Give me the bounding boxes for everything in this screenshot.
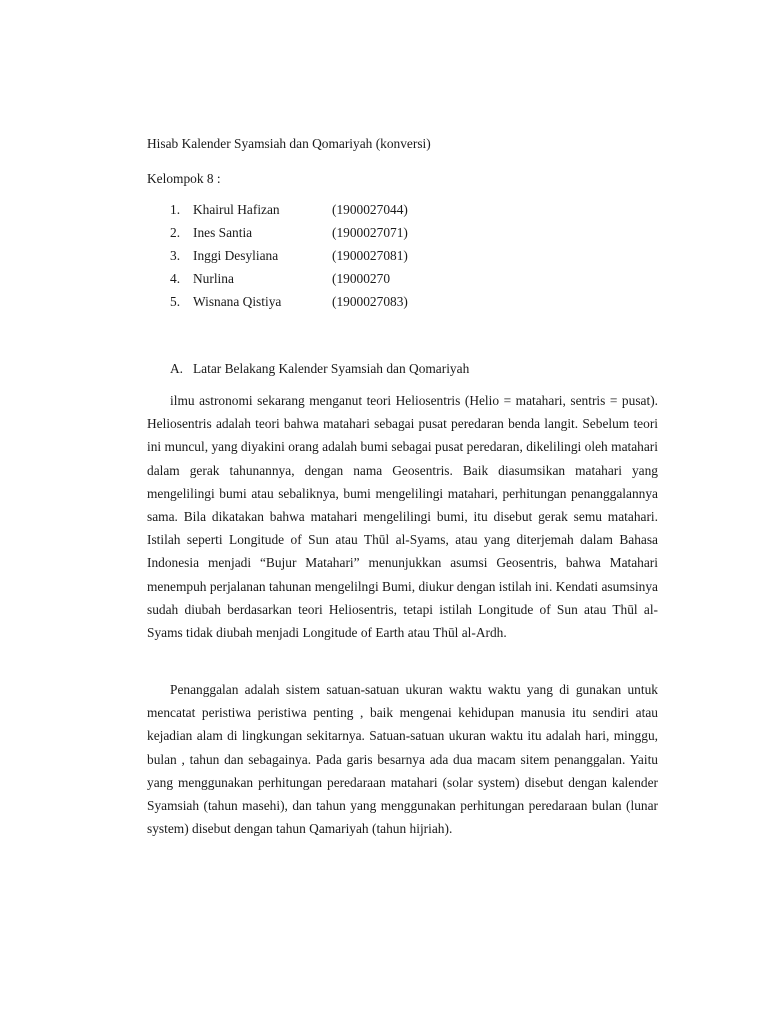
member-id: (1900027071) — [332, 225, 408, 240]
section-heading — [170, 361, 469, 377]
member-number: 4. — [170, 271, 181, 286]
paragraph-heliosentris: ilmu astronomi sekarang menganut teori Heliosentris (Helio = matahari, sentris = pusat). Heliosentris adalah teori bahwa matahari sebagai pusat peredaran benda langit. Sebelum teori ini muncul, yang diyakini orang adalah bumi sebagai pusat peredaran, dikelilingi oleh matahari dalam gerak tahunannya, dengan nama Geosentris. Baik diasumsikan matahari yang mengelilingi bumi atau sebaliknya, bumi mengelilingi matahari, perhitungan penanggalannya sama. Bila dikatakan bahwa matahari mengelilingi bumi, itu disebut gerak semu matahari. Istilah seperti Longitude of Sun atau Thūl al-Syams, atau yang diterjemah dalam Bahasa Indonesia menjadi “Bujur Matahari” menunjukkan asumsi Geosentris, bahwa Matahari menempuh perjalanan tahunan mengelilngi Bumi, diukur dengan istilah ini. Kendati asumsinya sudah diubah berdasarkan teori Heliosentris, tetapi istilah Longitude of Sun atau Thūl al-Syams tidak diubah menjadi Longitude of Earth atau Thūl al-Ardh. — [147, 393, 658, 641]
document-title: Hisab Kalender Syamsiah dan Qomariyah (konversi) — [147, 136, 431, 151]
paragraph-penanggalan: Penanggalan adalah sistem satuan-satuan ukuran waktu waktu yang di gunakan untuk mencatat peristiwa peristiwa penting , baik mengenai kehidupan manusia itu sendiri atau kejadian alam di lingkungan sekitarnya. Satuan-satuan ukuran waktu itu adalah hari, minggu, bulan , tahun dan sebagainya. Pada garis besarnya ada dua macam sitem penanggalan. Yaitu yang menggunakan perhitungan peredaraan matahari (solar system) disebut dengan kalender Syamsiah (tahun masehi), dan tahun yang menggunakan perhitungan peredaraan bulan (lunar system) disebut dengan tahun Qamariyah (tahun hijriah). — [147, 682, 658, 837]
member-number: 5. — [170, 294, 181, 309]
list-item — [170, 202, 470, 225]
list-item — [170, 248, 470, 271]
member-number: 1. — [170, 202, 181, 217]
member-id: (1900027044) — [332, 202, 408, 217]
member-name: Wisnana Qistiya — [193, 294, 282, 309]
member-name: Khairul Hafizan — [193, 202, 280, 217]
member-number: 2. — [170, 225, 181, 240]
member-list — [170, 202, 470, 317]
member-name: Inggi Desyliana — [193, 248, 279, 263]
list-item — [170, 225, 470, 248]
member-id: (1900027083) — [332, 294, 408, 309]
section-label: A. — [170, 361, 184, 376]
member-name: Nurlina — [193, 271, 234, 286]
section-title: Latar Belakang Kalender Syamsiah dan Qomariyah — [193, 361, 470, 376]
list-item — [170, 294, 470, 317]
member-number: 3. — [170, 248, 181, 263]
member-id: (19000270 — [332, 271, 391, 286]
list-item — [170, 271, 470, 294]
member-id: (1900027081) — [332, 248, 408, 263]
group-label: Kelompok 8 : — [147, 171, 221, 186]
member-name: Ines Santia — [193, 225, 253, 240]
